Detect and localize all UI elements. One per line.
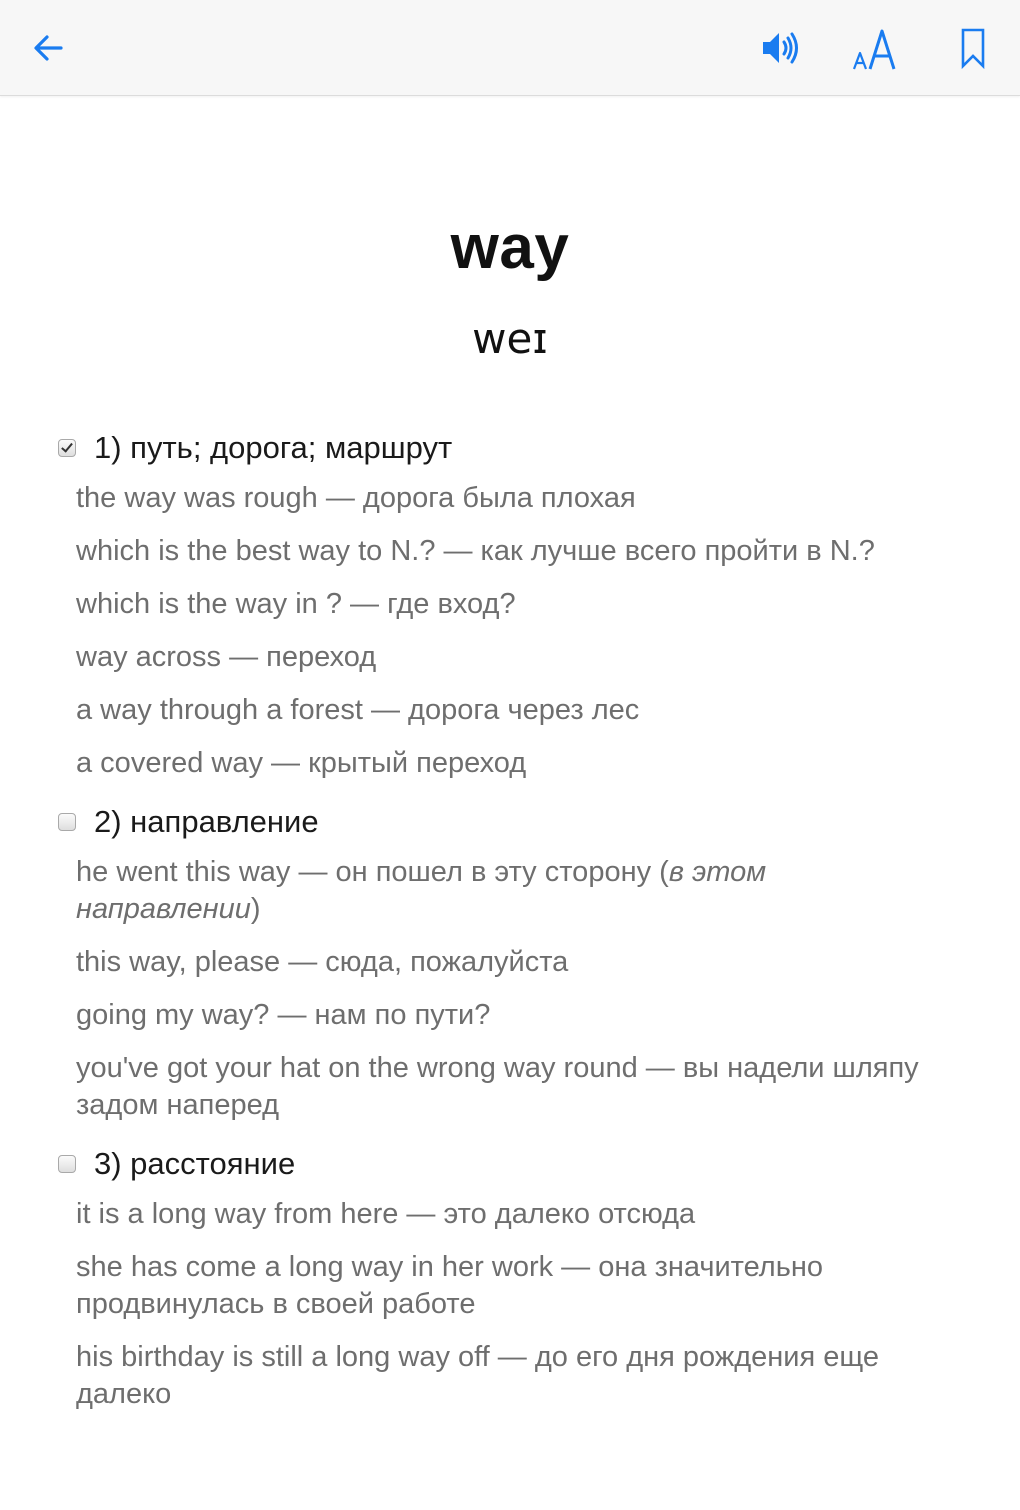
bookmark-icon (957, 26, 989, 70)
examples-list (0, 480, 1020, 782)
meaning-3 (0, 1142, 1020, 1413)
example-item: his birthday is still a long way off — до его дня рождения еще далеко (76, 1341, 880, 1410)
meaning-2 (0, 800, 1020, 1124)
example-item: you've got your hat on the wrong way round — вы надели шляпу задом наперед (76, 1052, 919, 1121)
meaning-header (0, 1142, 1020, 1186)
example-item: she has come a long way in her work — она значительно продвинулась в своей работе (76, 1251, 823, 1320)
example-italic-note: в этом направлении (76, 856, 767, 925)
example-text: he went this way — он пошел в эту сторону ( (76, 856, 669, 888)
meaning-checkbox[interactable] (58, 1155, 76, 1173)
example-item (76, 854, 920, 928)
font-size-icon (848, 23, 906, 73)
font-size-button[interactable] (846, 20, 908, 76)
meaning-header (0, 426, 1020, 470)
meaning-title: 3) расстояние (94, 1146, 296, 1181)
meaning-title: 1) путь; дорога; маршрут (94, 430, 453, 465)
example-item: it is a long way from here — это далеко отсюда (76, 1198, 696, 1230)
pronounce-button[interactable] (752, 22, 810, 74)
examples-list (0, 854, 1020, 1124)
example-text-tail: ) (250, 893, 261, 925)
meaning-checkbox[interactable] (58, 813, 76, 831)
top-toolbar (0, 0, 1020, 96)
speaker-icon (759, 28, 803, 68)
headword: way (450, 213, 570, 282)
examples-list (0, 1196, 1020, 1413)
example-item: which is the way in ? — где вход? (76, 588, 516, 620)
bookmark-button[interactable] (950, 20, 996, 76)
example-item: way across — переход (76, 641, 377, 673)
example-item: a way through a forest — дорога через лес (76, 694, 640, 726)
example-item: the way was rough — дорога была плохая (76, 482, 636, 514)
meaning-1 (0, 426, 1020, 782)
meaning-title: 2) направление (94, 804, 319, 839)
example-item: a covered way — крытый переход (76, 747, 527, 779)
example-item: which is the best way to N.? — как лучше всего пройти в N.? (76, 535, 875, 567)
example-item: this way, please — сюда, пожалуйста (76, 946, 569, 978)
back-button[interactable] (22, 22, 74, 74)
meanings-list (0, 426, 1020, 1431)
transcription: weɪ (472, 314, 548, 363)
example-item: going my way? — нам по пути? (76, 999, 491, 1031)
meaning-checkbox[interactable] (58, 439, 76, 457)
meaning-header (0, 800, 1020, 844)
arrow-left-icon (31, 31, 65, 65)
